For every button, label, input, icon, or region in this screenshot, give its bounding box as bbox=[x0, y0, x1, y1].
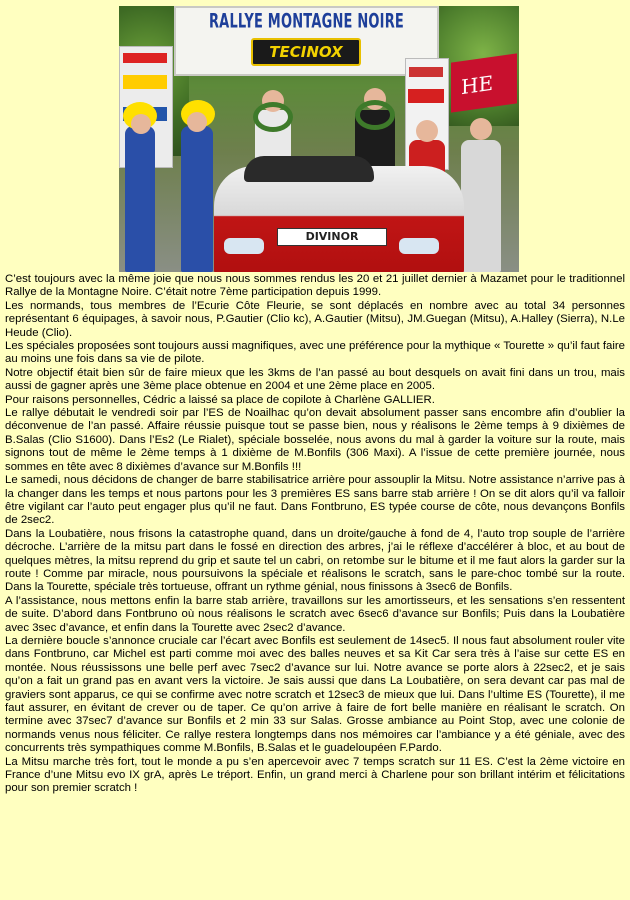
paragraph: La Mitsu marche très fort, tout le monde a pu s’en apercevoir avec 7 temps scratch sur 11 ES. C’est la 2ème victoire en France d’une Mitsu evo IX grA, après Le tréport. Enfin, un grand merci à Charlene pour son brillant intérim et félicitations pour son premier scratch ! bbox=[5, 755, 625, 795]
finish-arch bbox=[174, 6, 439, 76]
paragraph: Les normands, tous membres de l’Ecurie Côte Fleurie, se sont déplacés en nombre avec au total 34 personnes représentant 6 équipages, à savoir nous, P.Gautier (Clio kc), A.Gautier (Mitsu), JM.Guegan (Mitsu), A.Halley (Sierra), N.Le Heude (Clio). bbox=[5, 299, 625, 339]
paragraph: C’est toujours avec la même joie que nous nous sommes rendus les 20 et 21 juillet dernier à Mazamet pour le traditionnel Rallye de la Montagne Noire. C’était notre 7ème participation depuis 1999. bbox=[5, 273, 625, 299]
person-1 bbox=[125, 126, 155, 272]
podium-photo bbox=[119, 6, 519, 272]
person-6 bbox=[461, 140, 501, 272]
arch-sponsor-logo bbox=[251, 38, 361, 66]
paragraph: A l’assistance, nous mettons enfin la barre stab arrière, travaillons sur les amortisseurs, et les sensations s’en ressentent de suite. D’abord dans Fontbruno où nous réalisons le scratch avec 6sec6 d’avance sur Bonfils; Puis dans la Loubatière avec 3sec d’avance, et enfin dans la Tourette avec 2sec2 d’avance. bbox=[5, 594, 625, 634]
head-5 bbox=[416, 120, 438, 142]
paragraph: Notre objectif était bien sûr de faire mieux que les 3kms de l’an passé au bout desquels on avait fini dans un trou, mais aussi de gagner après une 3ème place obtenue en 2004 et une 2ème place en 2005. bbox=[5, 366, 625, 393]
paragraph: Le samedi, nous décidons de changer de barre stabilisatrice arrière pour assouplir la Mitsu. Notre assistance n’arrive pas à la changer dans les temps et nous partons pour les 3 premières ES sans barre stab arrière ! On se dit alors qu’il va falloir être vigilant car l’auto peut engager plus qu’il ne faut. Dans Fontbruno, ES typée course de côte, nous devançons Bonfils de 2sec2. bbox=[5, 474, 625, 527]
car-windshield bbox=[244, 156, 374, 182]
car-headlight-left bbox=[224, 238, 264, 254]
car-sponsor-plate: DIVINOR bbox=[277, 228, 387, 246]
paragraph: Pour raisons personnelles, Cédric a laissé sa place de copilote à Charlène GALLIER. bbox=[5, 393, 435, 406]
paragraph: La dernière boucle s’annonce cruciale car l’écart avec Bonfils est seulement de 14sec5. Il nous faut absolument rouler vite dans Fontbruno, car Michel est parti comme moi avec des balles neuves et sa Kit Car sera très à l’aise sur cette ES en montée. Nous réussissons une belle perf avec 7sec2 d’avance sur lui. Notre avance se porte alors à 22sec2, et je sais qu’on a fait un grand pas en avant vers la victoire. Je sais aussi que dans La Loubatière, on sera devant car pas mal de graviers sont apparus, ce qui se confirme avec notre scratch et 12sec3 de mieux que lui. Dans l’ultime ES (Tourette), il me faut assurer, en évitant de crever ou de taper. Ce qu’on arrive à faire de fort belle manière en réalisant le scratch. On termine avec 37sec7 d’avance sur Bonfils et 2 min 33 sur Salas. Grosse ambiance au Point Stop, avec une colonie de normands venus nous féliciter. Ce rallye restera longtemps dans nos mémoires car l’ambiance y a été géniale, avec des concurrents très sympathiques comme M.Bonfils, B.Salas et le guadeloupéen F.Pardo. bbox=[5, 634, 625, 755]
side-banner-text: HE bbox=[461, 70, 494, 100]
head-6 bbox=[470, 118, 492, 140]
paragraph: Les spéciales proposées sont toujours aussi magnifiques, avec une préférence pour la mythique « Tourette » qu’il faut faire au moins une fois dans sa vie de pilote. bbox=[5, 340, 625, 366]
head-1 bbox=[131, 114, 151, 134]
laurel-wreath-2 bbox=[355, 100, 395, 130]
paragraph: Le rallye débutait le vendredi soir par l’ES de Noailhac qu’on devait absolument passer sans encombre afin d’oublier la déconvenue de l’an passé. Affaire réussie puisque tout se passe bien, nous y réalisons le 2ème temps à 9 dixièmes de B.Salas (Clio S1600). Dans l’Es2 (Le Rialet), spéciale bosselée, nous avons du mal à garder la voiture sur la route, mais signons tout de même le 2ème temps à 1 dixième de M.Bonfils (306 Maxi). A l’issue de cette première journée, nous sommes en tête avec 8 dixièmes d’avance sur M.Bonfils !!! bbox=[5, 407, 625, 473]
side-banner bbox=[451, 53, 517, 112]
car-headlight-right bbox=[399, 238, 439, 254]
arch-sponsor-text: TECINOX bbox=[269, 43, 343, 61]
head-2 bbox=[187, 112, 207, 132]
paragraph: Dans la Loubatière, nous frisons la catastrophe quand, dans un droite/gauche à fond de 4, l’auto trop souple de l’arrière décroche. L’arrière de la mitsu part dans le fossé en direction des arbres, j’ai le réflexe d’accélérer à bloc, et au bout de quelques mètres, la mitsu reprend du grip et saute tel un cabri, on retombe sur le bitume et il me faut alors la garder sur la route ! Comme par miracle, nous poursuivons la spéciale et réalisons le scratch, sans le pare-choc tombé sur la route. Dans la Tourette, spéciale très tortueuse, offrant un rythme génial, nous finissons à 3sec6 de Bonfils. bbox=[5, 527, 625, 594]
person-2 bbox=[181, 126, 213, 272]
rally-report-article bbox=[5, 273, 625, 796]
arch-title: RALLYE MONTAGNE NOIRE bbox=[208, 11, 405, 34]
laurel-wreath-1 bbox=[253, 102, 293, 132]
